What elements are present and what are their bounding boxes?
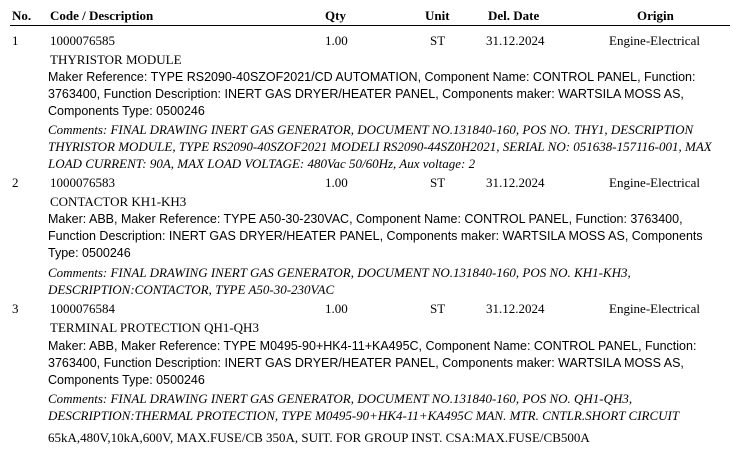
item-unit: ST <box>430 301 446 316</box>
item-del-date: 31.12.2024 <box>486 175 545 190</box>
item-del-date: 31.12.2024 <box>486 301 545 316</box>
item-origin: Engine-Electrical <box>609 175 700 190</box>
header-del-date: Del. Date <box>488 8 540 23</box>
item-maker-info: Maker: ABB, Maker Reference: TYPE A50-30-230VAC, Component Name: CONTROL PANEL, Function: 3763400, Function Description: INERT GAS DRYER/HEATER PANEL, Components maker: WARTSILA MOSS AS, Components Type: 0500246 <box>48 212 703 260</box>
item-qty: 1.00 <box>325 175 348 190</box>
item-number: 1 <box>12 33 19 48</box>
header-no: No. <box>12 8 32 23</box>
item-code: 1000076583 <box>50 175 115 190</box>
item-title: THYRISTOR MODULE <box>50 52 182 67</box>
item-unit: ST <box>430 175 446 190</box>
item-del-date: 31.12.2024 <box>486 33 545 48</box>
item-origin: Engine-Electrical <box>609 301 700 316</box>
item-maker-info: Maker Reference: TYPE RS2090-40SZOF2021/CD AUTOMATION, Component Name: CONTROL PANEL, Function: 3763400, Function Description: INERT GAS DRYER/HEATER PANEL, Components maker: WARTSILA MOSS AS, Components Type: 0500246 <box>48 70 696 118</box>
item-comments: Comments: FINAL DRAWING INERT GAS GENERATOR, DOCUMENT NO.131840-160, POS NO. QH1-QH3, DESCRIPTION:THERMAL PROTECTION, TYPE M0495-90+HK4-11+KA495C MAN. MTR. CNTLR.SHORT CIRCUIT <box>48 391 680 423</box>
item-origin: Engine-Electrical <box>609 33 700 48</box>
header-unit: Unit <box>425 8 450 23</box>
item-comments: Comments: FINAL DRAWING INERT GAS GENERATOR, DOCUMENT NO.131840-160, POS NO. KH1-KH3, DESCRIPTION:CONTACTOR, TYPE A50-30-230VAC <box>48 265 631 297</box>
item-title: TERMINAL PROTECTION QH1-QH3 <box>50 320 259 335</box>
item-number: 3 <box>12 301 19 316</box>
item-maker-info: Maker: ABB, Maker Reference: TYPE M0495-90+HK4-11+KA495C, Component Name: CONTROL PANEL, Function: 3763400, Function Description: INERT GAS DRYER/HEATER PANEL, Components maker: WARTSILA MOSS AS, Components Type: 0500246 <box>48 339 697 387</box>
header-divider <box>10 25 730 26</box>
header-origin: Origin <box>637 8 674 23</box>
item-code: 1000076584 <box>50 301 115 316</box>
item-unit: ST <box>430 33 446 48</box>
item-number: 2 <box>12 175 19 190</box>
item-code: 1000076585 <box>50 33 115 48</box>
header-qty: Qty <box>325 8 346 23</box>
item-qty: 1.00 <box>325 33 348 48</box>
item-qty: 1.00 <box>325 301 348 316</box>
item-extra-specs: 65kA,480V,10kA,600V, MAX.FUSE/CB 350A, SUIT. FOR GROUP INST. CSA:MAX.FUSE/CB500A <box>48 430 590 445</box>
item-title: CONTACTOR KH1-KH3 <box>50 194 187 209</box>
header-code-description: Code / Description <box>50 8 154 23</box>
item-comments: Comments: FINAL DRAWING INERT GAS GENERATOR, DOCUMENT NO.131840-160, POS NO. THY1, DESCRIPTION THYRISTOR MODULE, TYPE RS2090-40SZOF2021 MODELI RS2090-44SZ0H2021, SERIAL NO: 051638-157116-001, MAX LOAD CURRENT: 90A, MAX LOAD VOLTAGE: 480Vac 50/60Hz, Aux voltage: 2 <box>48 122 712 171</box>
